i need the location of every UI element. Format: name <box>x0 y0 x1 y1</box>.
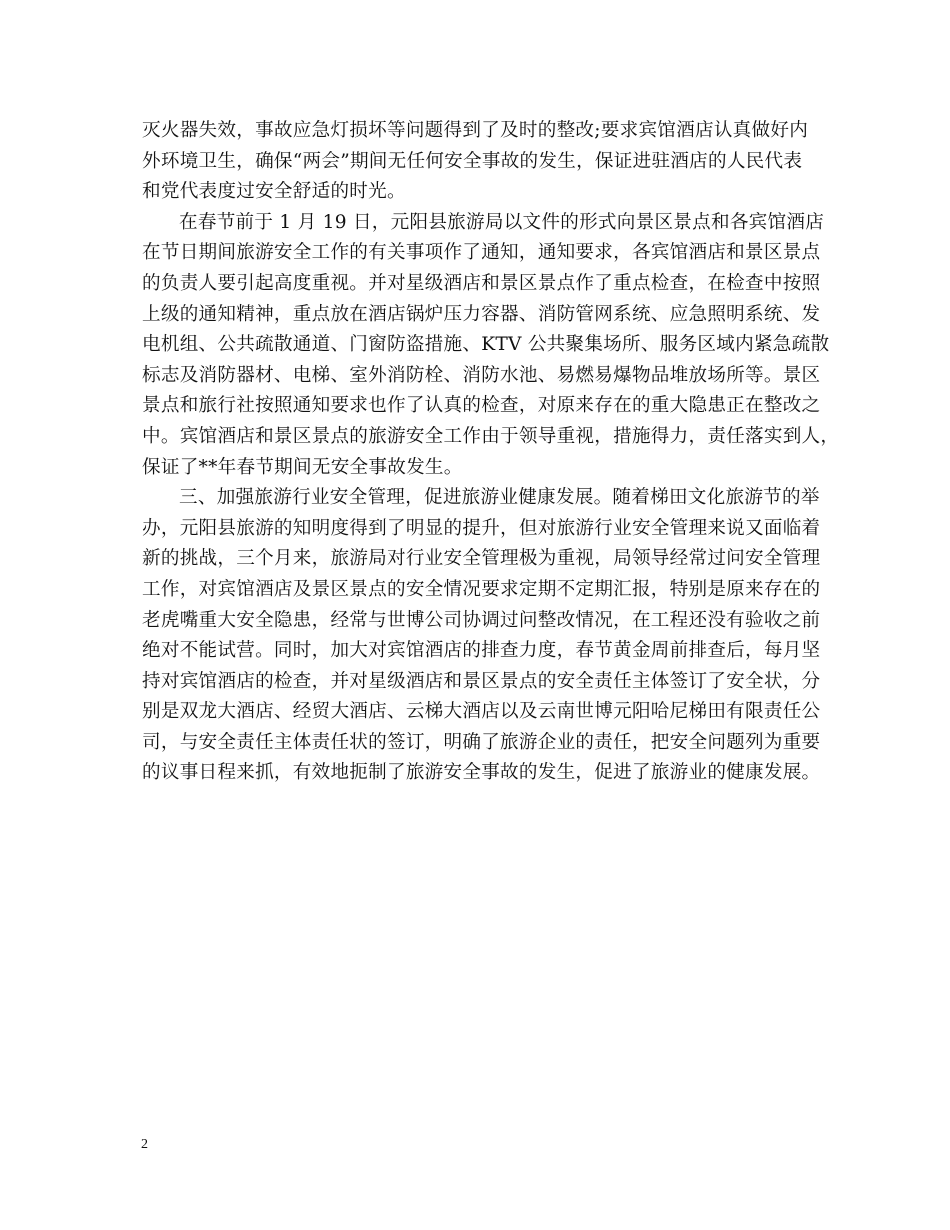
text-line: 别是双龙大酒店、经贸大酒店、云梯大酒店以及云南世博元阳哈尼梯田有限责任公 <box>142 701 821 723</box>
text-line: 标志及消防器材、电梯、室外消防栓、消防水池、易燃易爆物品堆放场所等。景区 <box>142 364 821 386</box>
text-line: 在节日期间旅游安全工作的有关事项作了通知，通知要求，各宾馆酒店和景区景点 <box>142 242 821 264</box>
text-line: 的负责人要引起高度重视。并对星级酒店和景区景点作了重点检查，在检查中按照 <box>142 272 821 294</box>
text-line: 中。宾馆酒店和景区景点的旅游安全工作由于领导重视，措施得力，责任落实到人， <box>142 425 840 447</box>
text-line: 灭火器失效，事故应急灯损坏等问题得到了及时的整改;要求宾馆酒店认真做好内 <box>142 120 809 141</box>
text-line: 外环境卫生，确保“两会”期间无任何安全事故的发生，保证进驻酒店的人民代表 <box>142 150 803 172</box>
text-line: 司，与安全责任主体责任状的签订，明确了旅游企业的责任，把安全问题列为重要 <box>142 731 821 753</box>
paragraph-3 <box>142 483 821 789</box>
paragraph-1 <box>142 116 812 208</box>
text-line: 的议事日程来抓，有效地扼制了旅游安全事故的发生，促进了旅游业的健康发展。 <box>142 762 821 784</box>
page-number: 2 <box>141 1137 148 1152</box>
text-line: 工作，对宾馆酒店及景区景点的安全情况要求定期不定期汇报，特别是原来存在的 <box>142 578 821 600</box>
paragraph-2 <box>142 208 840 483</box>
text-line: 绝对不能试营。同时，加大对宾馆酒店的排查力度，春节黄金周前排查后，每月坚 <box>142 640 821 662</box>
text-line: 三、加强旅游行业安全管理，促进旅游业健康发展。随着梯田文化旅游节的举 <box>179 487 820 509</box>
text-line: 保证了**年春节期间无安全事故发生。 <box>142 456 463 478</box>
body-text <box>142 116 840 789</box>
text-line: 新的挑战，三个月来，旅游局对行业安全管理极为重视，局领导经常过问安全管理 <box>142 548 821 570</box>
text-line: 景点和旅行社按照通知要求也作了认真的检查，对原来存在的重大隐患正在整改之 <box>142 395 821 417</box>
text-line: 办，元阳县旅游的知明度得到了明显的提升，但对旅游行业安全管理来说又面临着 <box>142 517 821 539</box>
text-line: 上级的通知精神，重点放在酒店锅炉压力容器、消防管网系统、应急照明系统、发 <box>142 303 821 325</box>
text-line: 持对宾馆酒店的检查，并对星级酒店和景区景点的安全责任主体签订了安全状，分 <box>142 670 821 692</box>
text-line: 在春节前于 1 月 19 日，元阳县旅游局以文件的形式向景区景点和各宾馆酒店 <box>179 211 825 233</box>
text-line: 老虎嘴重大安全隐患，经常与世博公司协调过问整改情况，在工程还没有验收之前 <box>142 609 821 631</box>
text-line: 和党代表度过安全舒适的时光。 <box>142 181 406 203</box>
text-line: 电机组、公共疏散通道、门窗防盗措施、KTV 公共聚集场所、服务区域内紧急疏散 <box>142 334 830 356</box>
